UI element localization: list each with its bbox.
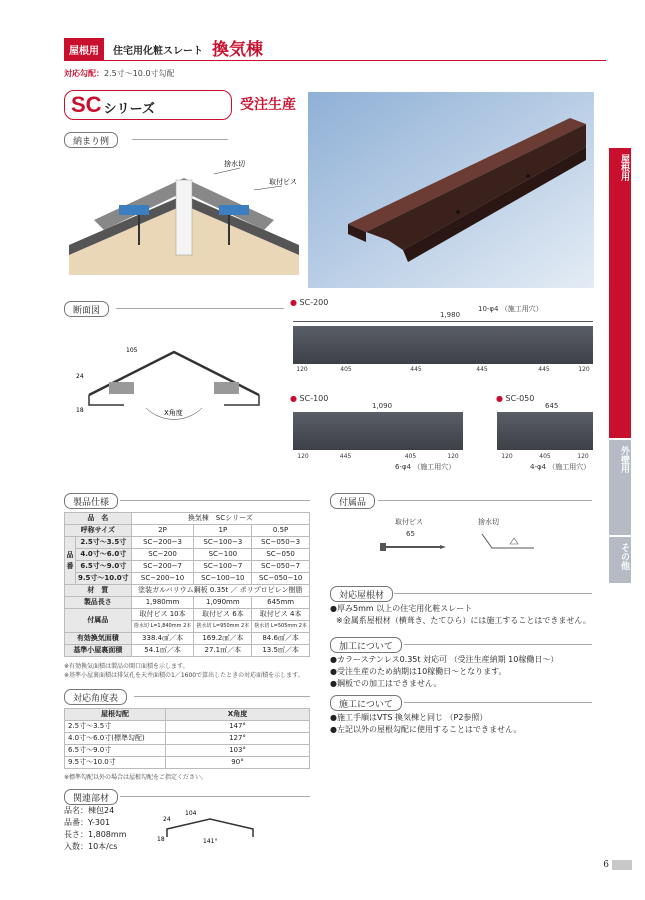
sc100-total: 1,090: [372, 402, 393, 410]
sc200-holes: 10-φ4 （施工用穴）: [478, 305, 543, 313]
cross-section-diagram: [64, 320, 284, 430]
sc200-bar: [293, 326, 593, 364]
spec-note-1: ※有効換気面積は製品の開口面積を示します。: [64, 663, 189, 670]
acc-screw-label: 取付ビス: [395, 518, 423, 526]
angle-table: 屋根勾配 X角度 2.5寸〜3.5寸 147° 4.0寸〜6.0寸(標準勾配) 127° 6.5寸〜9.0寸 103° 9.5寸〜10.0寸 90°: [64, 708, 310, 769]
section-roof: 対応屋根材: [330, 586, 393, 602]
svg-text:24: 24: [163, 816, 171, 823]
sc100-holes: 6-φ4 （施工用穴）: [395, 463, 456, 471]
label-screw: 取付ビス: [269, 178, 297, 186]
section-rule: [134, 696, 310, 697]
screw-icon: [378, 540, 448, 554]
tab-wall[interactable]: 外壁用: [609, 440, 631, 535]
label-angle: X角度: [164, 409, 183, 417]
sc050-total: 645: [545, 402, 559, 410]
sc100-bar: [293, 412, 463, 450]
svg-text:18: 18: [157, 836, 165, 843]
sc100-title: ● SC-100: [290, 394, 329, 403]
flashing-right: [219, 205, 249, 215]
ridge-opening: [176, 180, 192, 255]
dim-base: 18: [76, 407, 84, 414]
processing-bullet-2: ●受注生産のため納期は10稼働日〜となります。: [330, 667, 507, 676]
acc-screw-length: 65: [406, 530, 415, 538]
dim-width: 105: [126, 347, 138, 354]
section-rule: [404, 702, 592, 703]
sc100-dims: 120 445 405 120: [297, 453, 459, 460]
filter-right: [214, 382, 239, 394]
made-to-order-badge: 受注生産: [240, 97, 296, 113]
flashing-left: [119, 205, 149, 215]
section-install: 納まり例: [64, 132, 118, 148]
header-subtitle: 住宅用化粧スレート: [113, 46, 203, 57]
svg-text:104: 104: [185, 810, 197, 817]
spec-note-2: ※基準小屋裏面積は排気孔を天井面積の1／1600で算出したときの対応面積を示します。: [64, 672, 304, 679]
label-flashing: 捨水切: [224, 160, 245, 168]
section-rule: [120, 500, 310, 501]
compat-pitch: 対応勾配：2.5寸〜10.0寸勾配: [64, 69, 175, 78]
section-rule: [394, 593, 592, 594]
acc-flashing-label: 捨水切: [478, 518, 499, 526]
section-related: 関連部材: [64, 789, 118, 805]
section-construction: 施工について: [330, 695, 402, 711]
install-diagram: [64, 150, 304, 280]
sc050-bar: [497, 412, 593, 450]
page-number: 6: [603, 860, 609, 870]
sc200-total: 1,980: [440, 311, 461, 319]
related-info: 品名：棟包24 品番：Y-301 長さ：1,808mm 入数：10本/cs: [64, 806, 127, 851]
roof-bullet-1: ●厚み5mm 以上の住宅用化粧スレート: [330, 604, 473, 613]
construction-bullet-1: ●施工手順はVTS 換気棟と同じ （P2参照）: [330, 713, 488, 722]
processing-bullet-1: ●カラーステンレス0.35t 対応可 （受注生産納期 10稼働日〜）: [330, 655, 559, 664]
sc200-dims: 120 405 445 445 445 120: [296, 366, 590, 373]
section-rule: [378, 500, 592, 501]
processing-bullet-3: ●鋼板での加工はできません。: [330, 679, 442, 688]
sc050-title: ● SC-050: [496, 394, 535, 403]
svg-text:141°: 141°: [203, 838, 218, 845]
tab-roof[interactable]: 屋根用: [609, 148, 631, 438]
section-rule: [132, 139, 228, 140]
section-accessories: 付属品: [330, 493, 375, 509]
section-spec: 製品仕様: [64, 493, 118, 509]
roof-bullet-2: ※金属系屋根材（横葺き、たてひら）には施工することはできません。: [336, 616, 591, 625]
filter-left: [109, 382, 134, 394]
section-rule: [116, 308, 284, 309]
series-title: SC シリーズ: [64, 90, 232, 120]
related-diagram: [155, 805, 275, 855]
section-angle: 対応角度表: [64, 689, 127, 705]
section-rule: [120, 796, 310, 797]
tab-other[interactable]: その他: [609, 537, 631, 583]
category-badge: 屋根用: [64, 38, 104, 60]
sc200-title: ● SC-200: [290, 298, 329, 307]
product-photo: [308, 92, 594, 288]
flashing-icon: [478, 530, 538, 554]
construction-bullet-2: ●左記以外の屋根勾配に使用することはできません。: [330, 725, 522, 734]
dim-line: [293, 321, 593, 322]
section-cross: 断面図: [64, 301, 109, 317]
dim-rise: 24: [76, 373, 84, 380]
angle-note: ※標準勾配以外の場合は屋根勾配をご指定ください。: [64, 774, 208, 781]
spec-table: 品 名 換気棟 SCシリーズ 呼称サイズ 2P 1P 0.5P 品番 2.5寸〜3.5寸 SC−200−3 SC−100−3 SC−050−3 4.0寸〜6.0寸 SC−200 SC−100 SC−050 6.5寸〜9.0寸 SC−200−7 SC−100−7 SC−050−7 9.5寸〜10.0寸 SC−200−10 SC−100−10 SC−050−10 材 質 塗装ガルバリウム鋼板 0.35t ／ ポリプロピレン樹脂 製品長さ 1,980mm 1,090mm 645mm 付属品 取付ビス 10本 取付ビス 6本 取付ビス 4本 捨水切 L=1,840mm 2本 捨水切 L=950mm 2本 捨水切 L=505mm 2本 有効換気面積 338.4㎠／本 169.2㎠／本 84.6㎠／本 基準小屋裏面積 54.1㎡／本 27.1㎡／本 13.5㎡／本: [64, 512, 310, 657]
sc050-dims: 120 405 120: [501, 453, 589, 460]
page-title: 換気棟: [212, 40, 263, 60]
sc050-holes: 4-φ4 （施工用穴）: [530, 463, 591, 471]
section-rule: [404, 644, 592, 645]
header-rule: [64, 60, 606, 61]
section-processing: 加工について: [330, 637, 402, 653]
page-marker: [612, 860, 632, 870]
